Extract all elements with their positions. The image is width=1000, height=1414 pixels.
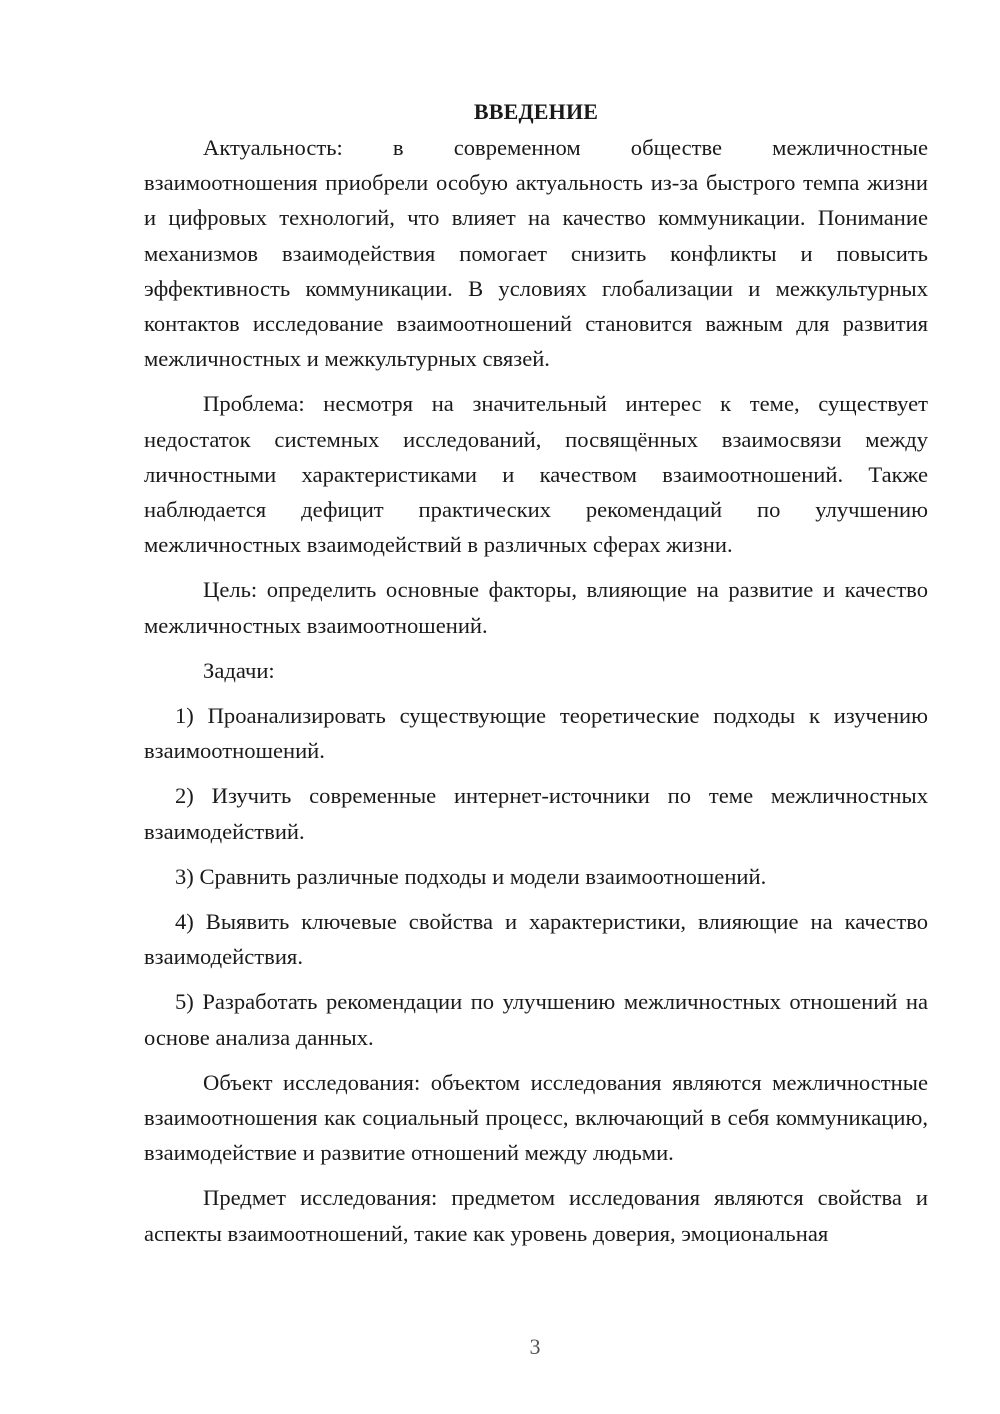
paragraph-object: Объект исследования: объектом исследования являются межличностные взаимоотношения как социальный процесс, включающий в себя коммуникацию, взаимодействие и развитие отношений между людьми.: [144, 1069, 928, 1166]
task-item-5: 5) Разработать рекомендации по улучшению межличностных отношений на основе анализа данных.: [144, 989, 928, 1050]
paragraph-subject: Предмет исследования: предметом исследования являются свойства и аспекты взаимоотношений, такие как уровень доверия, эмоциональная: [144, 1185, 928, 1246]
task-item-4: 4) Выявить ключевые свойства и характеристики, влияющие на качество взаимодействия.: [144, 909, 928, 970]
task-item-3: 3) Сравнить различные подходы и модели взаимоотношений.: [175, 863, 767, 889]
page-number: 3: [529, 1334, 541, 1359]
paragraph-goal: Цель: определить основные факторы, влияющие на развитие и качество межличностных взаимоотношений.: [144, 577, 928, 638]
document-body: [144, 94, 928, 1261]
tasks-heading: Задачи:: [203, 657, 275, 683]
paragraph-problem: Проблема: несмотря на значительный интерес к теме, существует недостаток системных исследований, посвящённых взаимосвязи между личностными характеристиками и качеством взаимоотношений. Также наблюдается дефицит практических рекомендаций по улучшению межличностных взаимодействий в различных сферах жизни.: [144, 391, 928, 558]
section-title: ВВЕДЕНИЕ: [473, 99, 599, 124]
paragraph-relevance: Актуальность: в современном обществе межличностные взаимоотношения приобрели особую актуальность из-за быстрого темпа жизни и цифровых технологий, что влияет на качество коммуникации. Понимание механизмов взаимодействия помогает снизить конфликты и повысить эффективность коммуникации. В условиях глобализации и межкультурных контактов исследование взаимоотношений становится важным для развития межличностных и межкультурных связей.: [144, 135, 928, 372]
task-item-1: 1) Проанализировать существующие теоретические подходы к изучению взаимоотношений.: [144, 703, 928, 764]
task-item-2: 2) Изучить современные интернет-источники по теме межличностных взаимодействий.: [144, 783, 928, 844]
